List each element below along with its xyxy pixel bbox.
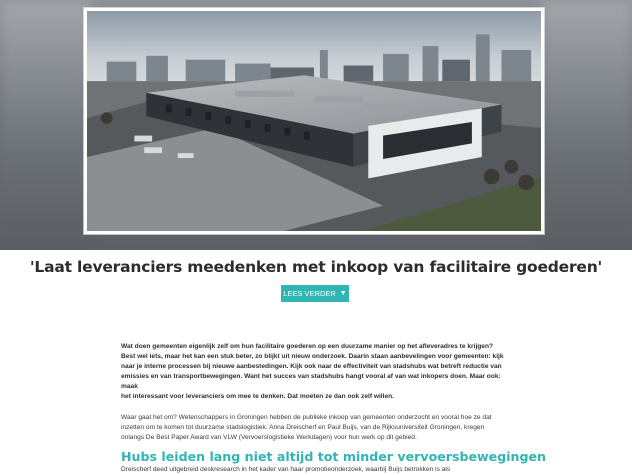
read-more-label: LEES VERDER (283, 289, 336, 298)
paragraph-line: Waar gaat het om? Wetenschappers in Groningen hebben de publieke inkoop van gemeenten onderzocht en vooral hoe ze dat (121, 414, 492, 421)
chevron-down-icon: ▼ (339, 290, 347, 297)
intro-line: Wat doen gemeenten eigenlijk zelf om hun facilitaire goederen op een duurzame manier op het afleveradres te krijgen? (121, 343, 494, 350)
article-body (121, 342, 547, 475)
hero-photo (84, 8, 544, 234)
article-headline: 'Laat leveranciers meedenken met inkoop van facilitaire goederen' (29, 258, 603, 276)
article-intro (121, 342, 513, 402)
hero-backdrop-right (542, 0, 632, 250)
paragraph-line: Dreischerf deed uitgebreid deskresearch in het kader van haar promotieonderzoek, waarbij Buijs betrokken is als (121, 466, 451, 473)
article-paragraph (121, 413, 513, 443)
intro-line: emissies en van transportbewegingen. Want het succes van stadshubs hangt vooral af van wat inkopers doen. Maar ook: maak (121, 373, 501, 390)
article-paragraph-2 (121, 465, 513, 475)
read-more-button[interactable] (281, 285, 349, 302)
hero-photo-illustration (87, 11, 541, 231)
article-subheading: Hubs leiden lang niet altijd tot minder vervoersbewegingen (121, 449, 547, 464)
intro-line: Best wel iets, maar het kan een stuk beter, zo blijkt uit nieuw onderzoek. Daarin staan aanbevelingen voor gemeenten: kijk (121, 353, 504, 360)
paragraph-line: inzetten om te komen tot duurzame stadslogistiek. Anna Dreischerf en Paul Buijs, van de Rijksuniversiteit Groningen, kregen (121, 424, 485, 431)
intro-line: naar je interne processen bij nieuwe aanbestedingen. Kijk ook naar de effectiviteit van stadshubs wat betreft reductie van (121, 363, 502, 370)
paragraph-line: onlangs De Best Paper Award van VLW (Vervoerslogistieke Werkdagen) voor hun werk op dit gebied. (121, 434, 417, 441)
intro-line: het interessant voor leveranciers om mee te denken. Dat moeten ze dan ook zelf willen. (121, 393, 394, 400)
hero-backdrop-left (0, 0, 90, 250)
